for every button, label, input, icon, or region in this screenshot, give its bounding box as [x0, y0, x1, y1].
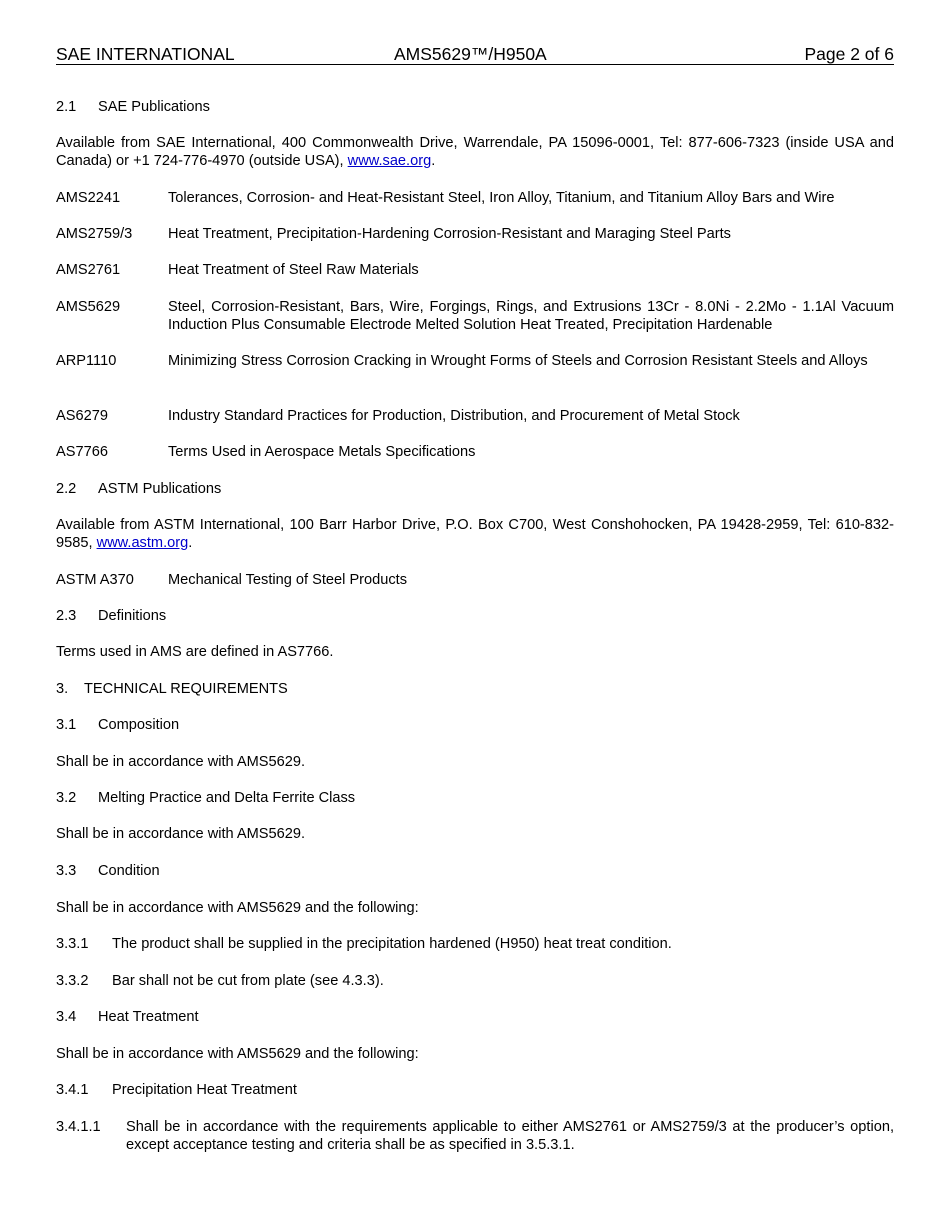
section-number: 3.3.2: [56, 973, 89, 989]
reference-code: AS6279: [56, 408, 108, 424]
melting-practice-text: Shall be in accordance with AMS5629.: [56, 826, 306, 842]
reference-code: AMS2759/3: [56, 226, 133, 242]
section-number: 3.1: [56, 717, 77, 733]
section-number: 3.: [56, 681, 69, 697]
header-document-number: AMS5629™/H950A: [394, 44, 547, 64]
section-number: 2.2: [56, 481, 77, 497]
section-3-4-1-heading: [56, 1081, 894, 1099]
section-3-3-heading: [56, 862, 894, 880]
reference-title: Heat Treatment, Precipitation-Hardening Corrosion-Resistant and Maraging Steel Parts: [168, 226, 731, 242]
section-number: 3.3.1: [56, 936, 89, 952]
section-number: 3.4: [56, 1009, 77, 1025]
sae-availability-end: .: [431, 153, 436, 169]
section-title: Definitions: [98, 608, 167, 624]
section-3-2-heading: [56, 789, 894, 807]
condition-text: Shall be in accordance with AMS5629 and the following:: [56, 900, 419, 916]
header-page-number: Page 2 of 6: [804, 44, 894, 64]
reference-title: Terms Used in Aerospace Metals Specifications: [168, 444, 476, 460]
section-title: Condition: [98, 863, 160, 879]
astm-availability-paragraph: [56, 516, 894, 552]
section-title: TECHNICAL REQUIREMENTS: [84, 681, 288, 697]
header-publisher: SAE INTERNATIONAL: [56, 44, 235, 64]
reference-code: ARP1110: [56, 353, 117, 369]
section-2-2-heading: [56, 480, 894, 498]
section-2-3-heading: [56, 607, 894, 625]
astm-website-link[interactable]: www.astm.org: [96, 535, 189, 551]
section-title: SAE Publications: [98, 99, 210, 115]
reference-code: AMS5629: [56, 299, 121, 315]
section-title: ASTM Publications: [98, 481, 222, 497]
section-number: 3.3: [56, 863, 77, 879]
composition-text: Shall be in accordance with AMS5629.: [56, 754, 306, 770]
definitions-text: Terms used in AMS are defined in AS7766.: [56, 644, 334, 660]
section-number: 3.4.1.1: [56, 1119, 101, 1135]
heat-treatment-text: Shall be in accordance with AMS5629 and the following:: [56, 1046, 419, 1062]
section-text: Bar shall not be cut from plate (see 4.3.3).: [112, 973, 384, 989]
reference-title: Heat Treatment of Steel Raw Materials: [168, 262, 419, 278]
section-3-4-heading: [56, 1008, 894, 1026]
reference-title: Tolerances, Corrosion- and Heat-Resistant Steel, Iron Alloy, Titanium, and Titanium Alloy Bars and Wire: [168, 190, 835, 206]
section-2-1-heading: [56, 98, 894, 116]
reference-code: ASTM A370: [56, 572, 134, 588]
section-title: Heat Treatment: [98, 1009, 199, 1025]
reference-code: AS7766: [56, 444, 108, 460]
astm-availability-end: .: [188, 535, 193, 551]
reference-title: Industry Standard Practices for Production, Distribution, and Procurement of Metal Stock: [168, 408, 740, 424]
section-title: Precipitation Heat Treatment: [112, 1082, 297, 1098]
reference-code: AMS2761: [56, 262, 121, 278]
section-3-3-1: [56, 935, 894, 953]
section-3-heading: [56, 680, 894, 698]
astm-availability-text: Available from ASTM International, 100 Barr Harbor Drive, P.O. Box C700, West Conshohocken, PA 19428-2959, Tel: 610-832-9585,: [56, 517, 894, 551]
sae-website-link[interactable]: www.sae.org: [347, 153, 432, 169]
section-title: Melting Practice and Delta Ferrite Class: [98, 790, 356, 806]
section-3-3-2: [56, 972, 894, 990]
reference-title: Steel, Corrosion-Resistant, Bars, Wire, Forgings, Rings, and Extrusions 13Cr - 8.0Ni - 2.2Mo - 1.1Al Vacuum Induction Plus Consumable Electrode Melted Solution Heat Treated, Precipitation Hardenable: [168, 299, 894, 333]
section-number: 2.3: [56, 608, 77, 624]
reference-title: Mechanical Testing of Steel Products: [168, 572, 408, 588]
page-header: [56, 44, 894, 65]
reference-code: AMS2241: [56, 190, 121, 206]
sae-availability-text: Available from SAE International, 400 Commonwealth Drive, Warrendale, PA 15096-0001, Tel: 877-606-7323 (inside USA and Canada) or +1 724-776-4970 (outside USA),: [56, 135, 894, 169]
sae-availability-paragraph: [56, 134, 894, 170]
section-3-1-heading: [56, 716, 894, 734]
section-text: Shall be in accordance with the requirements applicable to either AMS2761 or AMS2759/3 at the producer’s option, except acceptance testing and criteria shall be as specified in 3.5.3.1.: [126, 1119, 894, 1153]
section-number: 3.2: [56, 790, 77, 806]
section-number: 3.4.1: [56, 1082, 89, 1098]
section-number: 2.1: [56, 99, 77, 115]
section-title: Composition: [98, 717, 180, 733]
reference-title: Minimizing Stress Corrosion Cracking in Wrought Forms of Steels and Corrosion Resistant Steels and Alloys: [168, 353, 868, 369]
section-text: The product shall be supplied in the precipitation hardened (H950) heat treat condition.: [112, 936, 672, 952]
